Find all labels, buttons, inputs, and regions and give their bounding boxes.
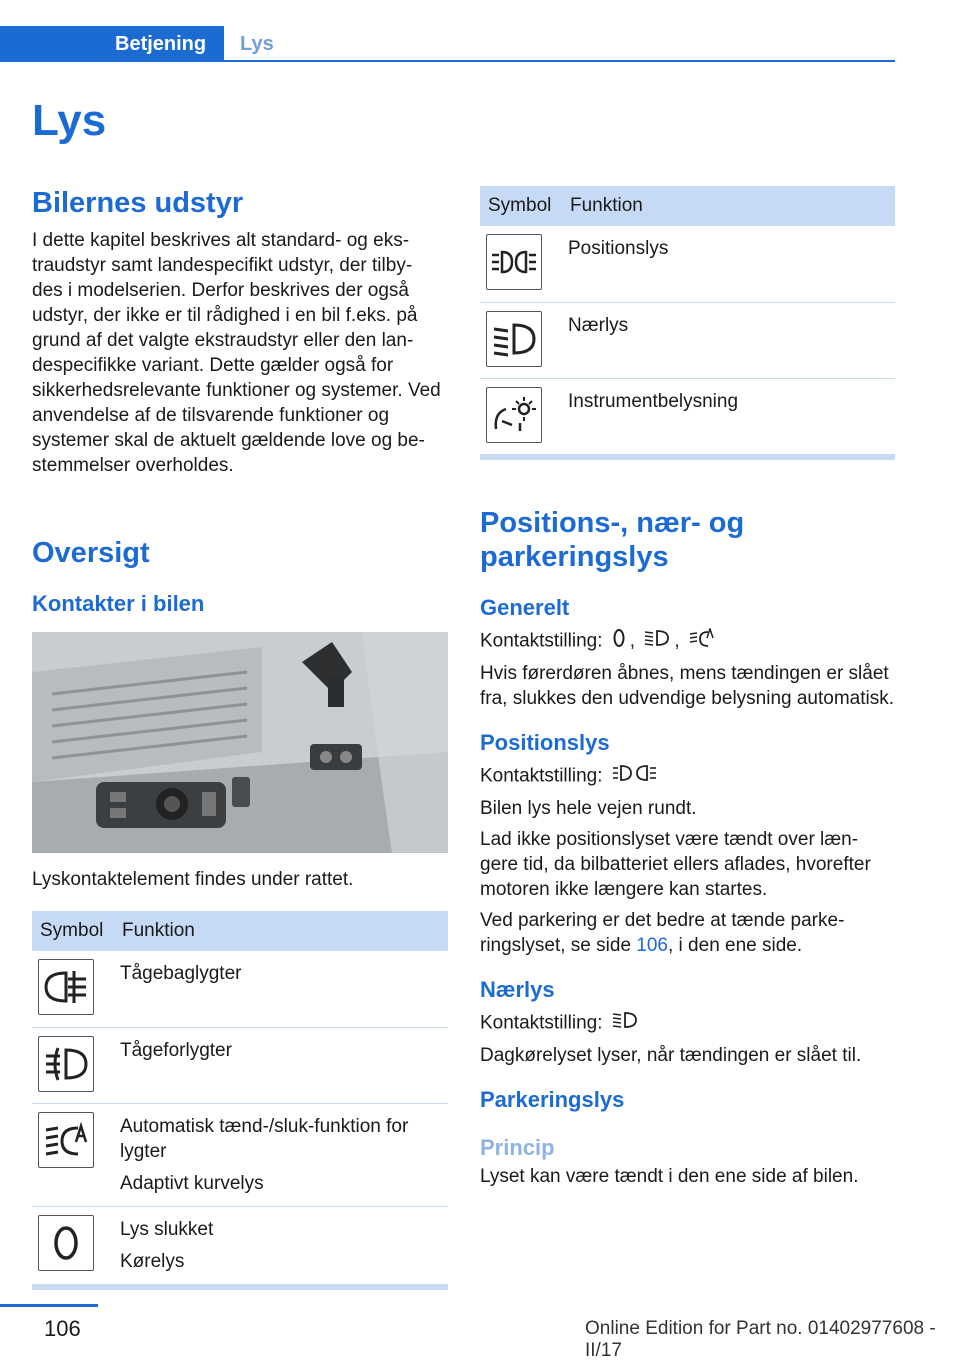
table-row xyxy=(32,951,448,1027)
table-end-rule xyxy=(480,455,895,460)
intro-paragraph: I dette kapitel beskrives alt standard- og eks- traudstyr samt landespecifikt udstyr, der tilby- des i modelserien. Derfor beskrives der også udstyr, der ikke er til rådighed i en bil f.eks. på grund af det valgte ekstraudstyr eller den lan- despecifikke variant. Dette gælder også for sikkerhedsrelevante funktioner og systemer. Ved anvendelse af de tilsvarende funktioner og systemer skal de aktuelt gældende love og be- stemmelser overholdes. xyxy=(32,230,441,476)
function-rear-fog: Tågebaglygter xyxy=(120,963,242,984)
table-row xyxy=(480,378,895,454)
table-row xyxy=(480,226,895,302)
footer-rule xyxy=(0,1304,98,1307)
heading-parkeringslys: Parkeringslys xyxy=(480,1086,625,1112)
separator: , xyxy=(629,630,636,652)
front-fog-light-icon xyxy=(38,1036,94,1092)
left-column xyxy=(32,186,448,1290)
photo-caption: Lyskontaktelement findes under rattet. xyxy=(32,869,354,890)
heading-positionslys: Positionslys xyxy=(480,729,610,755)
table-row xyxy=(480,302,895,378)
auto-light-icon xyxy=(689,628,715,655)
tab-betjening[interactable]: Betjening xyxy=(0,26,224,62)
naerlys-switch-line xyxy=(480,1010,895,1037)
position-light-icon xyxy=(486,234,542,290)
tab-lys[interactable]: Lys xyxy=(240,33,274,55)
function-position-light: Positionslys xyxy=(568,238,669,259)
parkeringslys-text: Lyset kan være tændt i den ene side af bilen. xyxy=(480,1165,859,1187)
instrument-lighting-icon xyxy=(486,387,542,443)
positionslys-p3 xyxy=(480,908,895,958)
naerlys-text: Dagkørelyset lyser, når tændingen er slået til. xyxy=(480,1044,862,1066)
position-light-icon xyxy=(612,763,658,790)
light-switch-photo xyxy=(32,632,448,853)
generelt-text: Hvis førerdøren åbnes, mens tændingen er slået fra, slukkes den udvendige belysning automatisk. xyxy=(480,662,895,709)
switch-label: Kontaktstilling: xyxy=(480,630,603,652)
table-row xyxy=(32,1103,448,1206)
rear-fog-light-icon xyxy=(38,959,94,1015)
left-symbol-table xyxy=(32,911,448,1285)
col-function-header: Funktion xyxy=(114,911,448,951)
page-link-106[interactable]: 106 xyxy=(636,934,668,956)
function-auto-light: Automatisk tænd-/sluk-funktion for lygter xyxy=(120,1115,409,1162)
function-daytime: Kørelys xyxy=(120,1250,185,1272)
function-light-off: Lys slukket xyxy=(120,1218,214,1240)
separator: , xyxy=(674,630,680,652)
light-off-icon xyxy=(38,1215,94,1271)
heading-bilernes-udstyr: Bilernes udstyr xyxy=(32,187,244,219)
col-function-header: Funktion xyxy=(562,186,895,226)
positionslys-p3-text: Ved parkering er det bedre at tænde parke- ringslyset, se side xyxy=(480,909,845,956)
header-bar xyxy=(0,0,895,62)
col-symbol-header: Symbol xyxy=(32,911,114,951)
low-beam-icon xyxy=(644,628,670,655)
heading-kontakter: Kontakter i bilen xyxy=(32,591,205,616)
table-row xyxy=(32,1027,448,1103)
edition-text: Online Edition for Part no. 01402977608 - II/17 xyxy=(585,1318,936,1361)
right-symbol-table xyxy=(480,186,895,455)
col-symbol-header: Symbol xyxy=(480,186,562,226)
heading-positions: Positions-, nær- og parkeringslys xyxy=(480,506,745,573)
positionslys-p3-end: , i den ene side. xyxy=(668,934,803,956)
page-number: 106 xyxy=(44,1316,81,1341)
positionslys-switch-line xyxy=(480,763,895,790)
heading-naerlys: Nærlys xyxy=(480,976,555,1002)
switch-label: Kontaktstilling: xyxy=(480,1012,603,1034)
function-front-fog: Tågeforlygter xyxy=(120,1039,232,1061)
heading-generelt: Generelt xyxy=(480,594,570,620)
table-end-rule xyxy=(32,1285,448,1290)
heading-princip: Princip xyxy=(480,1134,555,1160)
switch-label: Kontaktstilling: xyxy=(480,765,603,787)
right-column xyxy=(480,186,895,1189)
page-title: Lys xyxy=(32,96,107,145)
function-low-beam: Nærlys xyxy=(568,314,629,336)
table-row xyxy=(32,1206,448,1284)
low-beam-icon xyxy=(486,311,542,367)
header-rule xyxy=(224,60,895,62)
low-beam-icon xyxy=(612,1010,638,1037)
dashboard-illustration xyxy=(32,632,448,853)
generelt-switch-line xyxy=(480,628,895,655)
positionslys-p2: Lad ikke positionslyset være tændt over læn- gere tid, da bilbatteriet ellers aflades, hvorefter motoren ikke længere kan startes. xyxy=(480,828,871,900)
light-off-icon xyxy=(612,628,626,655)
function-instrument-lighting: Instrumentbelysning xyxy=(568,390,739,412)
heading-oversigt: Oversigt xyxy=(32,537,150,569)
function-adaptive-curve: Adaptivt kurvelys xyxy=(120,1172,264,1194)
auto-light-icon xyxy=(38,1112,94,1168)
positionslys-p1: Bilen lys hele vejen rundt. xyxy=(480,797,697,819)
